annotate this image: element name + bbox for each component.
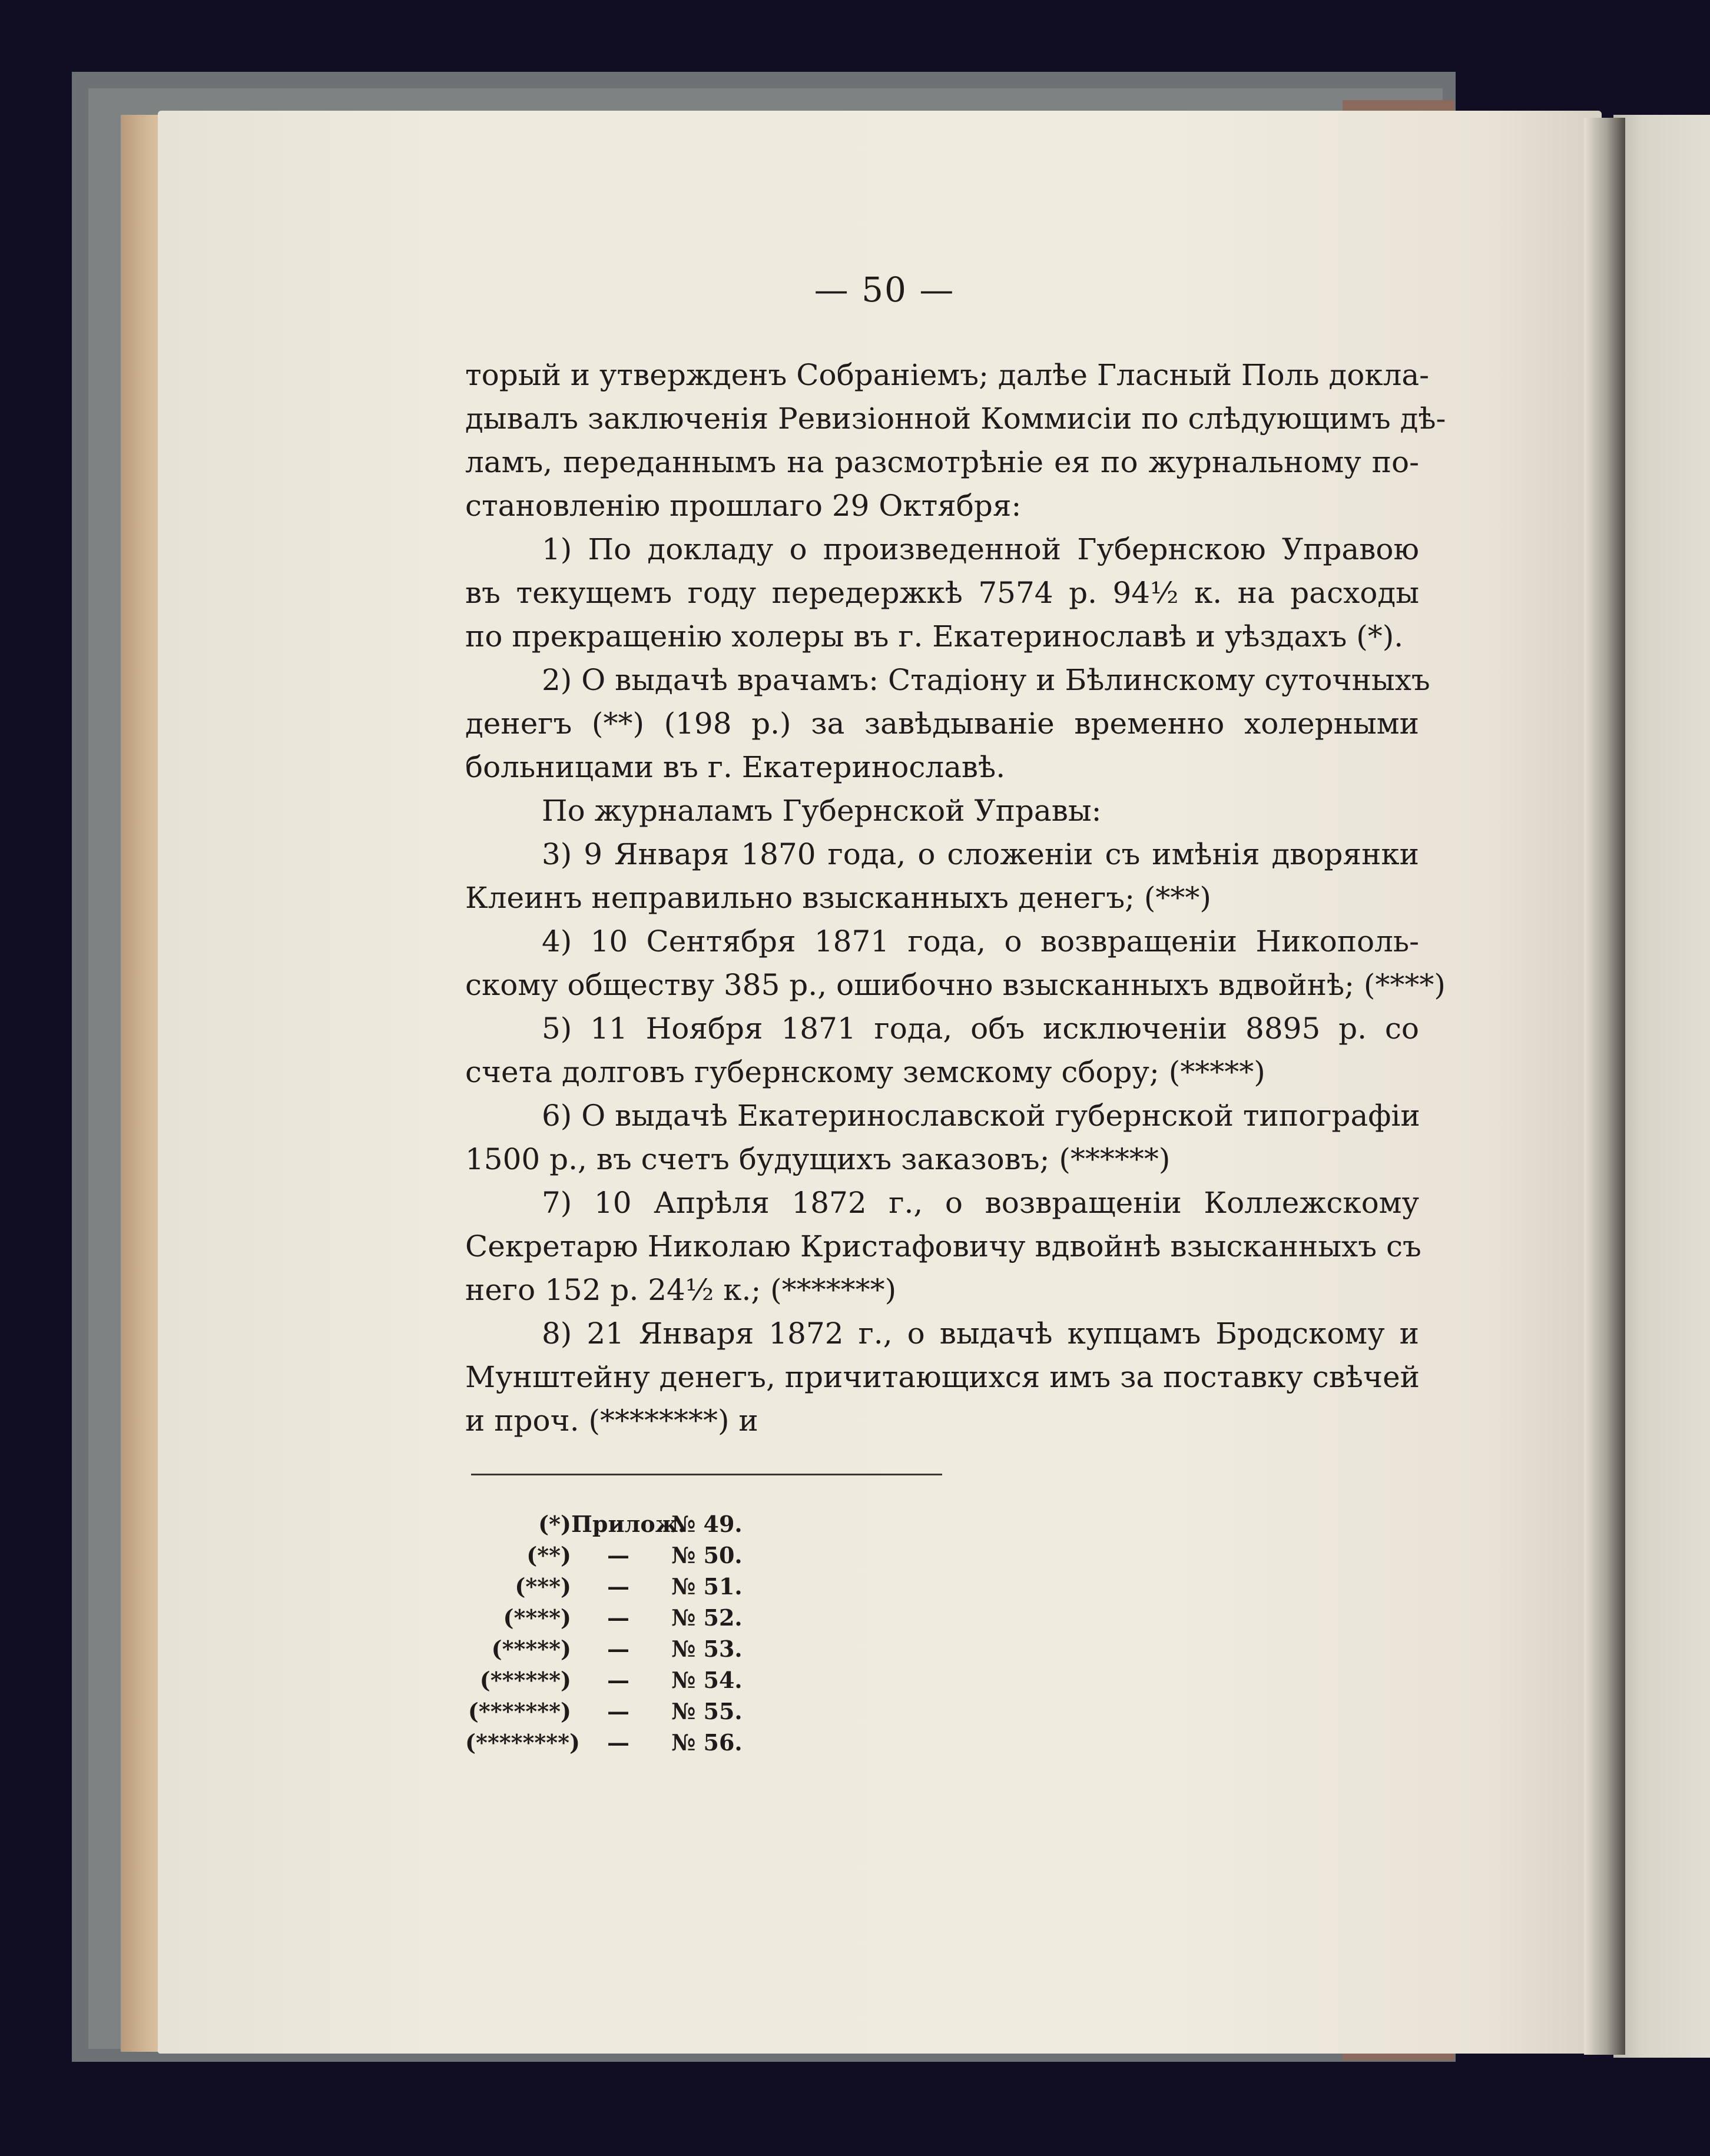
text-line: 2) О выдачѣ врачамъ: Стадіону и Бѣлинскому суточныхъ	[542, 663, 1430, 697]
text-line: Клеинъ неправильно взысканныхъ денегъ; (***)	[465, 881, 1211, 915]
footnote-marker: (**)	[526, 1542, 571, 1568]
text-line: и проч. (********) и	[465, 1404, 758, 1438]
footnote-number: № 49.	[671, 1511, 743, 1537]
footnote-marker: (*******)	[468, 1698, 571, 1724]
text-line: больницами въ г. Екатеринославѣ.	[465, 750, 1006, 784]
body-text	[465, 353, 1446, 1442]
page-gutter-shadow	[1584, 118, 1625, 2055]
footnote-marker: (********)	[465, 1729, 580, 1756]
footnote-marker: (*)	[538, 1511, 571, 1537]
footnote-word: —	[607, 1667, 629, 1693]
text-line: по прекращенію холеры въ г. Екатеринославѣ и уѣздахъ (*).	[465, 619, 1404, 654]
text-line: торый и утвержденъ Собраніемъ; далѣе Гласный Поль докла-	[465, 358, 1430, 392]
text-line: 7) 10 Апрѣля 1872 г., о возвращеніи Коллежскому	[542, 1186, 1419, 1220]
footnote-number: № 55.	[671, 1698, 743, 1724]
text-line: него 152 р. 24½ к.; (*******)	[465, 1273, 897, 1307]
text-line: въ текущемъ году передержкѣ 7574 р. 94½ к. на расходы	[465, 576, 1419, 610]
text-line: Секретарю Николаю Кристафовичу вдвойнѣ взысканныхъ съ	[465, 1229, 1421, 1263]
footnote-word: Прилож.	[571, 1511, 686, 1537]
footnote-row	[465, 1696, 795, 1727]
text-line: По журналамъ Губернской Управы:	[542, 794, 1102, 828]
footnote-marker: (***)	[515, 1573, 571, 1600]
text-line: 1500 р., въ счетъ будущихъ заказовъ; (******)	[465, 1142, 1171, 1176]
footnotes	[465, 1508, 795, 1758]
text-line: счета долговъ губернскому земскому сбору; (*****)	[465, 1055, 1265, 1089]
footnote-word: —	[607, 1542, 629, 1568]
text-line: дывалъ заключенія Ревизіонной Коммисіи по слѣдующимъ дѣ-	[465, 402, 1446, 436]
footnote-word: —	[607, 1698, 629, 1724]
footnote-number: № 53.	[671, 1636, 743, 1662]
text-line: 3) 9 Января 1870 года, о сложеніи съ имѣнія дворянки	[542, 837, 1419, 871]
text-line: 4) 10 Сентября 1871 года, о возвращеніи Никополь-	[542, 924, 1419, 958]
footnote-word: —	[607, 1604, 629, 1631]
footnote-number: № 56.	[671, 1729, 743, 1756]
footnote-row	[465, 1727, 795, 1758]
text-line: 6) О выдачѣ Екатеринославской губернской типографіи	[542, 1099, 1420, 1133]
footnote-word: —	[607, 1573, 629, 1600]
footnote-number: № 54.	[671, 1667, 743, 1693]
footnote-number: № 50.	[671, 1542, 743, 1568]
footnote-marker: (*****)	[491, 1636, 571, 1662]
footnote-row	[465, 1633, 795, 1664]
footnote-number: № 51.	[671, 1573, 743, 1600]
footnote-word: —	[607, 1729, 629, 1756]
text-line: 1) По докладу о произведенной Губернскою Управою	[542, 532, 1419, 566]
footnote-row	[465, 1540, 795, 1571]
page-number: — 50 —	[814, 270, 955, 310]
footnote-row	[465, 1508, 795, 1540]
text-line: денегъ (**) (198 р.) за завѣдываніе временно холерными	[465, 706, 1419, 741]
footnote-marker: (******)	[479, 1667, 571, 1693]
footnote-row	[465, 1571, 795, 1602]
text-line: становленію прошлаго 29 Октября:	[465, 489, 1022, 523]
footnote-row	[465, 1664, 795, 1696]
footnote-number: № 52.	[671, 1604, 743, 1631]
footnote-word: —	[607, 1636, 629, 1662]
text-line: Мунштейну денегъ, причитающихся имъ за поставку свѣчей	[465, 1360, 1420, 1394]
text-line: скому обществу 385 р., ошибочно взысканныхъ вдвойнѣ; (****)	[465, 968, 1446, 1002]
footnote-row	[465, 1602, 795, 1633]
text-line: 5) 11 Ноября 1871 года, объ исключеніи 8895 р. со	[542, 1011, 1419, 1046]
facing-page-edge	[1613, 115, 1710, 2058]
footnote-rule	[471, 1474, 942, 1475]
footnote-marker: (****)	[503, 1604, 571, 1631]
text-line: ламъ, переданнымъ на разсмотрѣніе ея по журнальному по-	[465, 445, 1419, 479]
text-line: 8) 21 Января 1872 г., о выдачѣ купцамъ Бродскому и	[542, 1316, 1419, 1351]
